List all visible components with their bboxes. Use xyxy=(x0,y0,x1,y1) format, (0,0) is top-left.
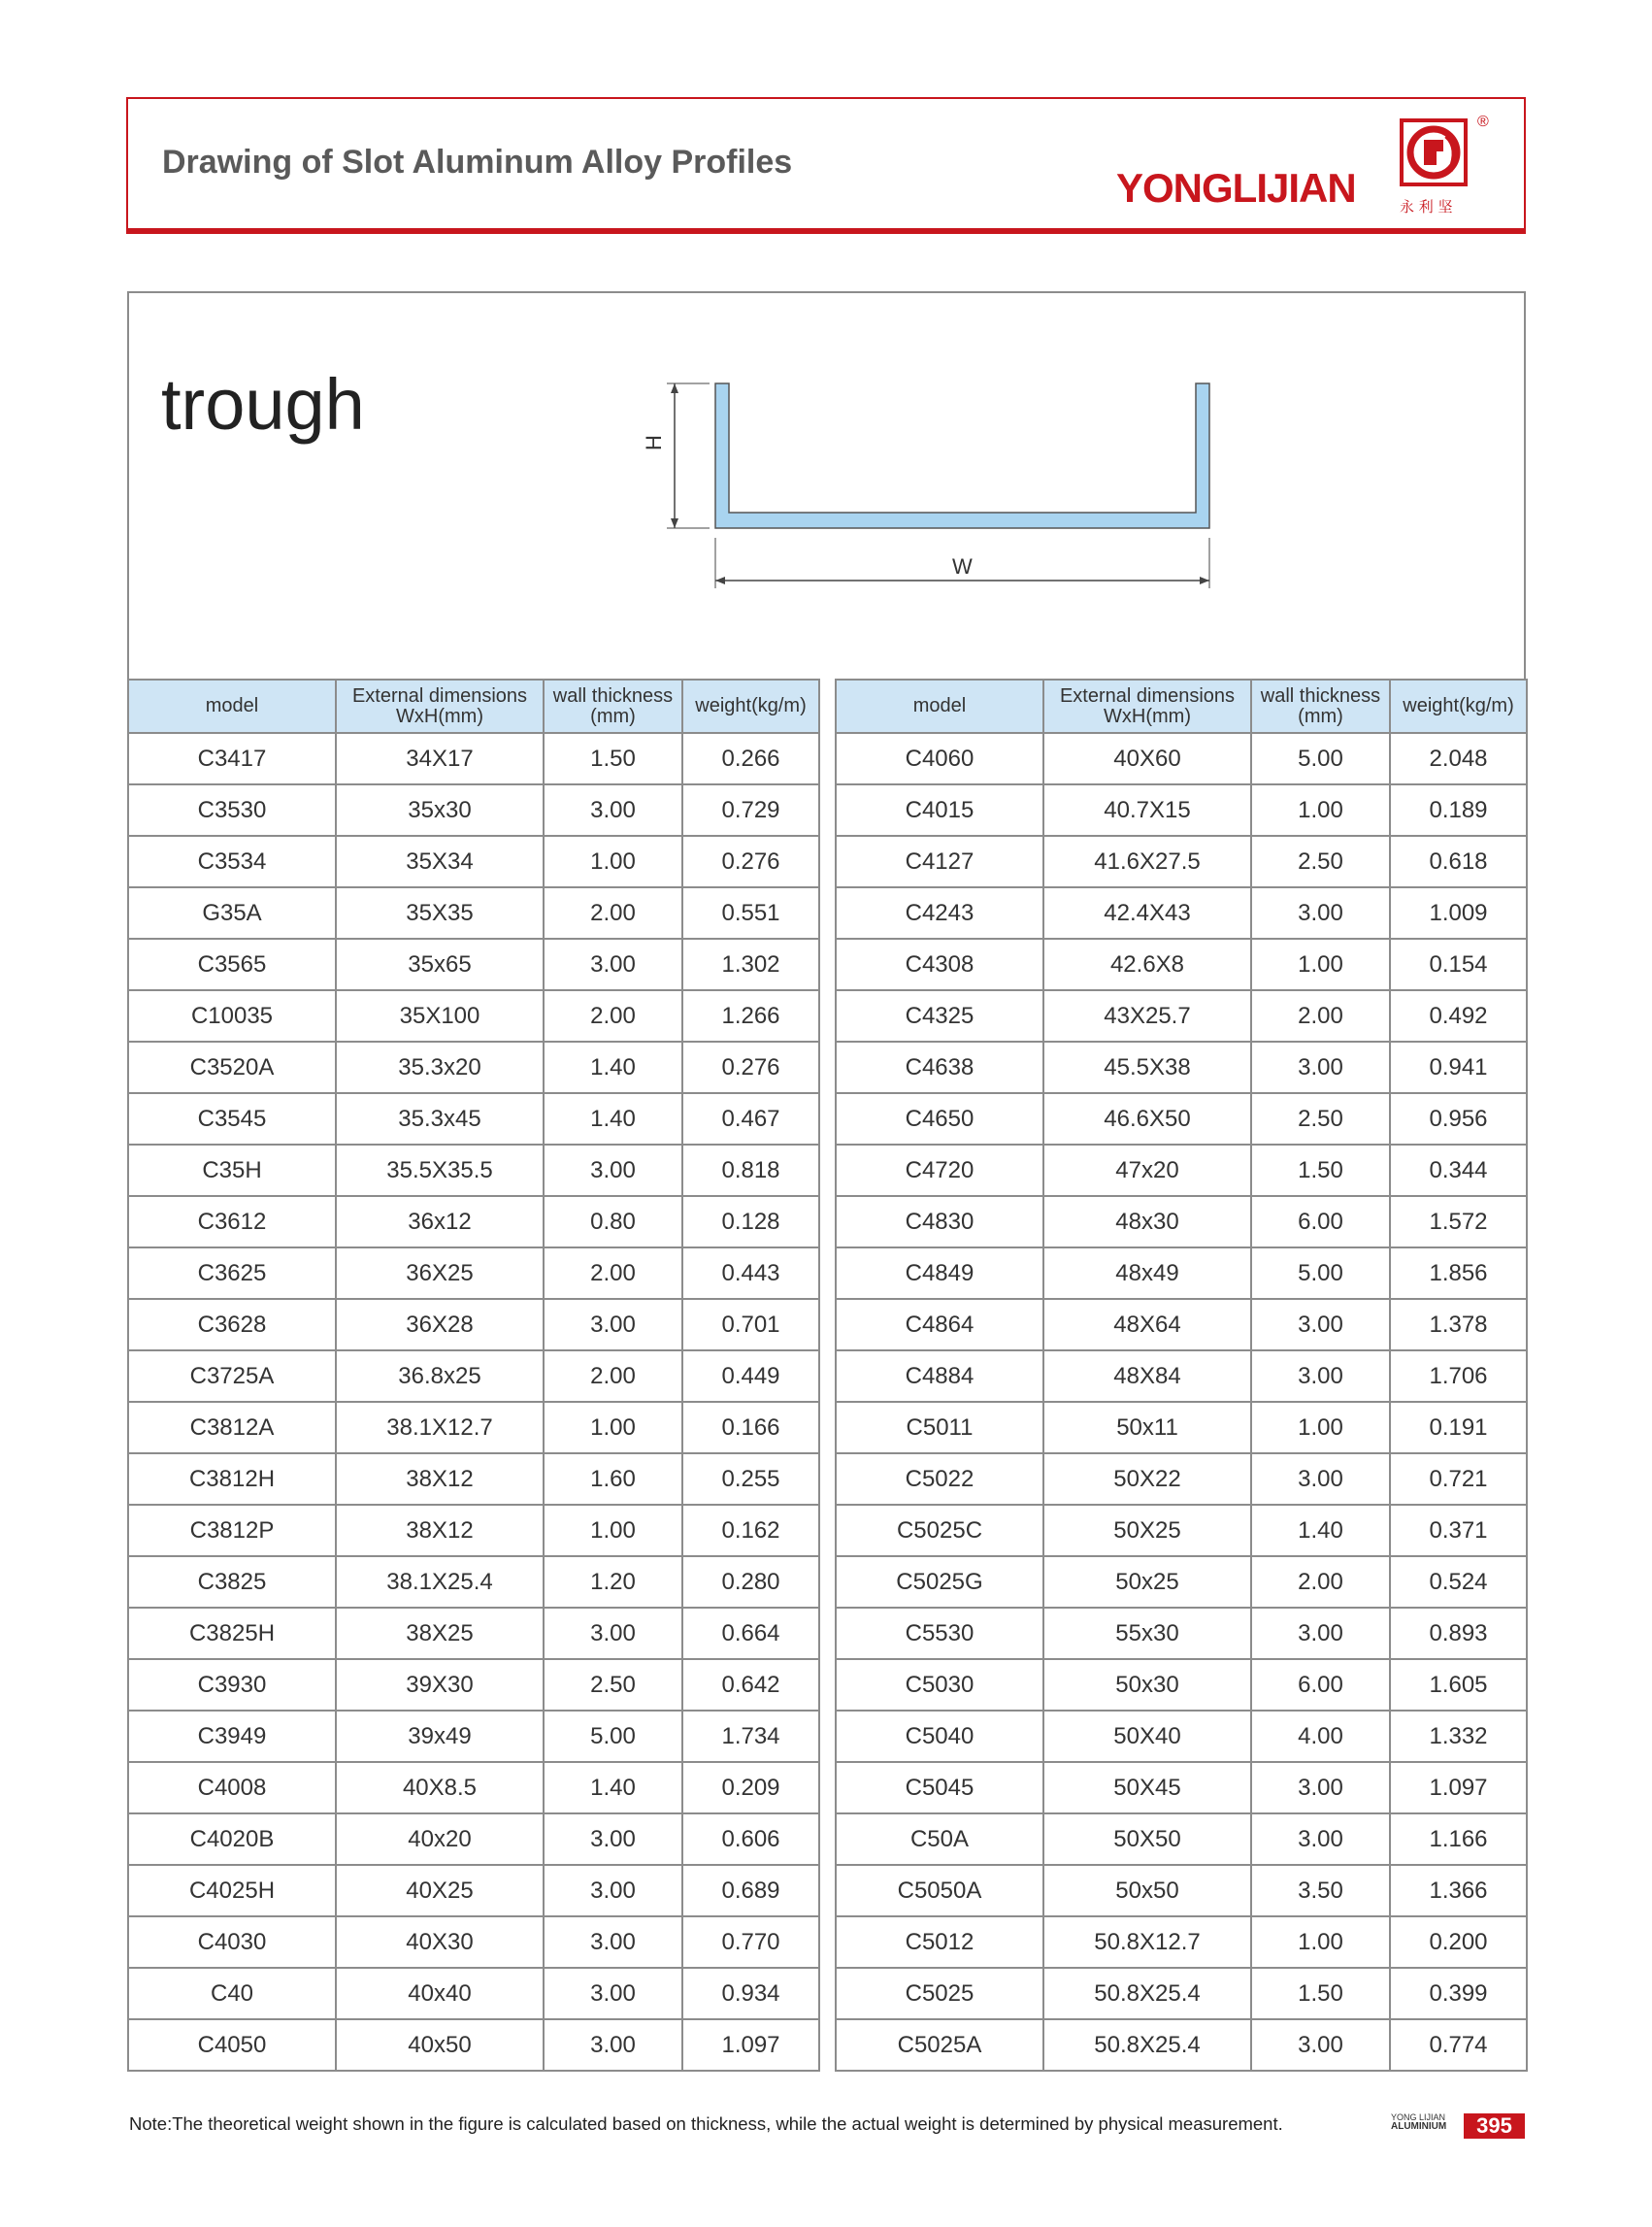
cell-external-dimensions: 35X100 xyxy=(336,990,544,1042)
cell-external-dimensions: 41.6X27.5 xyxy=(1043,836,1251,887)
brand-name: YONGLIJIAN xyxy=(1116,165,1356,211)
cell-wall-thickness: 3.00 xyxy=(1251,2019,1390,2071)
table-row xyxy=(836,1453,1527,1505)
cell-wall-thickness: 1.00 xyxy=(544,1505,682,1556)
cell-external-dimensions: 38.1X25.4 xyxy=(336,1556,544,1608)
cell-wall-thickness: 2.00 xyxy=(544,1350,682,1402)
cell-model: C4127 xyxy=(836,836,1043,887)
cell-wall-thickness: 1.00 xyxy=(544,836,682,887)
cell-external-dimensions: 48X84 xyxy=(1043,1350,1251,1402)
cell-model: C5022 xyxy=(836,1453,1043,1505)
table-row xyxy=(836,1247,1527,1299)
cell-wall-thickness: 5.00 xyxy=(544,1711,682,1762)
table-row xyxy=(128,1556,819,1608)
cell-external-dimensions: 35X35 xyxy=(336,887,544,939)
cell-weight: 0.606 xyxy=(682,1813,819,1865)
cell-wall-thickness: 3.00 xyxy=(1251,1042,1390,1093)
cell-model: C5530 xyxy=(836,1608,1043,1659)
cell-weight: 1.856 xyxy=(1390,1247,1527,1299)
table-row xyxy=(836,1608,1527,1659)
cell-external-dimensions: 36X25 xyxy=(336,1247,544,1299)
cell-weight: 0.200 xyxy=(1390,1916,1527,1968)
table-row xyxy=(128,939,819,990)
cell-model: C4884 xyxy=(836,1350,1043,1402)
cell-weight: 0.266 xyxy=(682,733,819,784)
header-wall-thickness: wall thickness (mm) xyxy=(544,680,682,733)
cell-weight: 0.941 xyxy=(1390,1042,1527,1093)
cell-model: C4025H xyxy=(128,1865,336,1916)
cell-weight: 1.734 xyxy=(682,1711,819,1762)
cell-external-dimensions: 47x20 xyxy=(1043,1145,1251,1196)
registered-mark: ® xyxy=(1477,114,1489,130)
cell-weight: 0.492 xyxy=(1390,990,1527,1042)
cell-wall-thickness: 6.00 xyxy=(1251,1659,1390,1711)
cell-weight: 1.366 xyxy=(1390,1865,1527,1916)
cell-weight: 0.276 xyxy=(682,836,819,887)
cell-weight: 1.097 xyxy=(682,2019,819,2071)
cell-weight: 0.934 xyxy=(682,1968,819,2019)
footer-brand-line1: YONG LIJIAN xyxy=(1391,2112,1446,2122)
cell-wall-thickness: 2.50 xyxy=(1251,1093,1390,1145)
cell-external-dimensions: 50x30 xyxy=(1043,1659,1251,1711)
cell-model: C5012 xyxy=(836,1916,1043,1968)
cell-model: C3530 xyxy=(128,784,336,836)
cell-model: C4015 xyxy=(836,784,1043,836)
cell-model: C3949 xyxy=(128,1711,336,1762)
cell-weight: 0.276 xyxy=(682,1042,819,1093)
cell-wall-thickness: 2.00 xyxy=(1251,990,1390,1042)
table-row xyxy=(836,1145,1527,1196)
table-row xyxy=(836,2019,1527,2071)
table-row xyxy=(128,1247,819,1299)
cell-external-dimensions: 38.1X12.7 xyxy=(336,1402,544,1453)
cell-wall-thickness: 3.00 xyxy=(544,1145,682,1196)
footer-note: Note:The theoretical weight shown in the figure is calculated based on thickness, while the actual weight is determined by physical measurement. xyxy=(129,2113,1283,2134)
cell-weight: 0.774 xyxy=(1390,2019,1527,2071)
cell-wall-thickness: 0.80 xyxy=(544,1196,682,1247)
cell-model: C50A xyxy=(836,1813,1043,1865)
cell-model: C4060 xyxy=(836,733,1043,784)
cell-wall-thickness: 1.00 xyxy=(1251,784,1390,836)
table-row xyxy=(836,1711,1527,1762)
cell-model: C4650 xyxy=(836,1093,1043,1145)
cell-wall-thickness: 3.00 xyxy=(1251,1762,1390,1813)
cell-weight: 1.166 xyxy=(1390,1813,1527,1865)
cell-wall-thickness: 1.50 xyxy=(544,733,682,784)
cell-model: C4008 xyxy=(128,1762,336,1813)
cell-wall-thickness: 3.00 xyxy=(544,939,682,990)
cell-weight: 0.689 xyxy=(682,1865,819,1916)
cell-model: C5040 xyxy=(836,1711,1043,1762)
trough-profile-diagram xyxy=(537,351,1236,662)
cell-weight: 0.818 xyxy=(682,1145,819,1196)
table-row xyxy=(128,1093,819,1145)
cell-external-dimensions: 36.8x25 xyxy=(336,1350,544,1402)
cell-model: C5025A xyxy=(836,2019,1043,2071)
cell-wall-thickness: 1.60 xyxy=(544,1453,682,1505)
cell-wall-thickness: 6.00 xyxy=(1251,1196,1390,1247)
table-row xyxy=(128,1350,819,1402)
table-row xyxy=(836,1968,1527,2019)
cell-model: C35H xyxy=(128,1145,336,1196)
cell-model: C3417 xyxy=(128,733,336,784)
cell-weight: 1.605 xyxy=(1390,1659,1527,1711)
cell-external-dimensions: 38X25 xyxy=(336,1608,544,1659)
cell-model: C40 xyxy=(128,1968,336,2019)
cell-model: C5025 xyxy=(836,1968,1043,2019)
trough-section xyxy=(127,291,1526,680)
cell-weight: 0.642 xyxy=(682,1659,819,1711)
cell-external-dimensions: 46.6X50 xyxy=(1043,1093,1251,1145)
cell-external-dimensions: 40x40 xyxy=(336,1968,544,2019)
table-header-row xyxy=(836,680,1527,733)
table-row xyxy=(836,990,1527,1042)
cell-weight: 0.701 xyxy=(682,1299,819,1350)
cell-external-dimensions: 50X22 xyxy=(1043,1453,1251,1505)
cell-external-dimensions: 40x50 xyxy=(336,2019,544,2071)
cell-model: C4849 xyxy=(836,1247,1043,1299)
cell-model: C5030 xyxy=(836,1659,1043,1711)
cell-model: C4864 xyxy=(836,1299,1043,1350)
table-row xyxy=(836,1402,1527,1453)
cell-model: C5025C xyxy=(836,1505,1043,1556)
table-row xyxy=(836,1042,1527,1093)
cell-model: C5045 xyxy=(836,1762,1043,1813)
cell-wall-thickness: 3.00 xyxy=(544,1608,682,1659)
cell-wall-thickness: 2.50 xyxy=(544,1659,682,1711)
cell-wall-thickness: 3.00 xyxy=(544,1916,682,1968)
cell-wall-thickness: 1.00 xyxy=(1251,1916,1390,1968)
cell-external-dimensions: 35X34 xyxy=(336,836,544,887)
table-row xyxy=(836,1505,1527,1556)
table-row xyxy=(836,887,1527,939)
table-row xyxy=(836,1350,1527,1402)
cell-weight: 0.166 xyxy=(682,1402,819,1453)
cell-wall-thickness: 1.00 xyxy=(1251,1402,1390,1453)
cell-weight: 1.378 xyxy=(1390,1299,1527,1350)
cell-external-dimensions: 35.3x45 xyxy=(336,1093,544,1145)
table-row xyxy=(128,1196,819,1247)
cell-model: C3725A xyxy=(128,1350,336,1402)
table-row xyxy=(836,1916,1527,1968)
yonglijian-logo xyxy=(1390,109,1506,223)
header-wall-thickness: wall thickness (mm) xyxy=(1251,680,1390,733)
cell-wall-thickness: 3.50 xyxy=(1251,1865,1390,1916)
cell-weight: 0.280 xyxy=(682,1556,819,1608)
cell-weight: 1.266 xyxy=(682,990,819,1042)
cell-wall-thickness: 1.50 xyxy=(1251,1968,1390,2019)
section-title: trough xyxy=(161,364,365,445)
cell-external-dimensions: 40X8.5 xyxy=(336,1762,544,1813)
table-row xyxy=(836,1659,1527,1711)
cell-model: C3825H xyxy=(128,1608,336,1659)
cell-weight: 1.572 xyxy=(1390,1196,1527,1247)
cell-model: C4308 xyxy=(836,939,1043,990)
cell-external-dimensions: 50x11 xyxy=(1043,1402,1251,1453)
cell-external-dimensions: 40X25 xyxy=(336,1865,544,1916)
table-row xyxy=(836,784,1527,836)
cell-weight: 2.048 xyxy=(1390,733,1527,784)
cell-weight: 1.706 xyxy=(1390,1350,1527,1402)
cell-model: C4030 xyxy=(128,1916,336,1968)
table-row xyxy=(836,1196,1527,1247)
cell-wall-thickness: 2.00 xyxy=(544,1247,682,1299)
cell-wall-thickness: 3.00 xyxy=(1251,1350,1390,1402)
table-row xyxy=(128,784,819,836)
cell-wall-thickness: 3.00 xyxy=(1251,887,1390,939)
cell-weight: 0.189 xyxy=(1390,784,1527,836)
cell-model: C4020B xyxy=(128,1813,336,1865)
cell-external-dimensions: 36X28 xyxy=(336,1299,544,1350)
table-header-row xyxy=(128,680,819,733)
cell-wall-thickness: 1.00 xyxy=(544,1402,682,1453)
header-weight: weight(kg/m) xyxy=(682,680,819,733)
table-row xyxy=(128,1145,819,1196)
cell-model: C3930 xyxy=(128,1659,336,1711)
cell-model: C5025G xyxy=(836,1556,1043,1608)
cell-weight: 0.729 xyxy=(682,784,819,836)
cell-wall-thickness: 3.00 xyxy=(1251,1813,1390,1865)
cell-model: C4325 xyxy=(836,990,1043,1042)
cell-external-dimensions: 35.3x20 xyxy=(336,1042,544,1093)
cell-model: G35A xyxy=(128,887,336,939)
cell-wall-thickness: 2.00 xyxy=(544,887,682,939)
cell-weight: 1.097 xyxy=(1390,1762,1527,1813)
cell-external-dimensions: 38X12 xyxy=(336,1505,544,1556)
cell-external-dimensions: 34X17 xyxy=(336,733,544,784)
cell-external-dimensions: 50.8X25.4 xyxy=(1043,2019,1251,2071)
cell-external-dimensions: 50X45 xyxy=(1043,1762,1251,1813)
cell-weight: 0.191 xyxy=(1390,1402,1527,1453)
cell-model: C3628 xyxy=(128,1299,336,1350)
cell-weight: 0.209 xyxy=(682,1762,819,1813)
table-row xyxy=(128,1453,819,1505)
cell-weight: 1.302 xyxy=(682,939,819,990)
cell-model: C4050 xyxy=(128,2019,336,2071)
logo-chinese-text: 永 利 坚 xyxy=(1400,198,1453,216)
header-model: model xyxy=(836,680,1043,733)
cell-wall-thickness: 3.00 xyxy=(544,1968,682,2019)
cell-wall-thickness: 1.00 xyxy=(1251,939,1390,990)
trough-profile-shape xyxy=(715,383,1209,528)
table-row xyxy=(836,939,1527,990)
cell-external-dimensions: 35.5X35.5 xyxy=(336,1145,544,1196)
cell-external-dimensions: 50X25 xyxy=(1043,1505,1251,1556)
cell-model: C3534 xyxy=(128,836,336,887)
cell-weight: 0.399 xyxy=(1390,1968,1527,2019)
cell-external-dimensions: 48x30 xyxy=(1043,1196,1251,1247)
table-row xyxy=(128,1865,819,1916)
cell-weight: 0.443 xyxy=(682,1247,819,1299)
table-row xyxy=(128,990,819,1042)
cell-external-dimensions: 55x30 xyxy=(1043,1608,1251,1659)
table-row xyxy=(836,1813,1527,1865)
cell-weight: 0.162 xyxy=(682,1505,819,1556)
table-row xyxy=(128,887,819,939)
table-row xyxy=(128,1711,819,1762)
spec-table-right xyxy=(835,679,1528,2072)
header-model: model xyxy=(128,680,336,733)
cell-model: C5011 xyxy=(836,1402,1043,1453)
cell-wall-thickness: 3.00 xyxy=(1251,1453,1390,1505)
cell-wall-thickness: 3.00 xyxy=(544,784,682,836)
cell-model: C10035 xyxy=(128,990,336,1042)
footer-brand xyxy=(1391,2112,1446,2132)
cell-external-dimensions: 35x30 xyxy=(336,784,544,836)
page-number: 395 xyxy=(1464,2113,1525,2139)
table-row xyxy=(836,1299,1527,1350)
cell-external-dimensions: 50.8X25.4 xyxy=(1043,1968,1251,2019)
cell-model: C3545 xyxy=(128,1093,336,1145)
cell-wall-thickness: 3.00 xyxy=(1251,1299,1390,1350)
cell-wall-thickness: 1.40 xyxy=(544,1042,682,1093)
table-row xyxy=(836,1762,1527,1813)
header-weight: weight(kg/m) xyxy=(1390,680,1527,733)
table-row xyxy=(128,1402,819,1453)
table-row xyxy=(128,1042,819,1093)
cell-weight: 0.721 xyxy=(1390,1453,1527,1505)
cell-wall-thickness: 3.00 xyxy=(1251,1608,1390,1659)
cell-external-dimensions: 45.5X38 xyxy=(1043,1042,1251,1093)
cell-weight: 0.255 xyxy=(682,1453,819,1505)
table-row xyxy=(836,1093,1527,1145)
cell-external-dimensions: 40.7X15 xyxy=(1043,784,1251,836)
cell-weight: 0.128 xyxy=(682,1196,819,1247)
cell-external-dimensions: 36x12 xyxy=(336,1196,544,1247)
table-row xyxy=(128,733,819,784)
cell-model: C4830 xyxy=(836,1196,1043,1247)
cell-external-dimensions: 39x49 xyxy=(336,1711,544,1762)
header-banner xyxy=(126,97,1526,234)
cell-wall-thickness: 1.40 xyxy=(544,1762,682,1813)
header-external-dimensions: External dimensions WxH(mm) xyxy=(336,680,544,733)
table-row xyxy=(128,1505,819,1556)
cell-weight: 1.332 xyxy=(1390,1711,1527,1762)
cell-weight: 0.893 xyxy=(1390,1608,1527,1659)
width-label: W xyxy=(952,554,973,579)
cell-wall-thickness: 3.00 xyxy=(544,1813,682,1865)
table-row xyxy=(128,1299,819,1350)
cell-wall-thickness: 5.00 xyxy=(1251,1247,1390,1299)
cell-external-dimensions: 50.8X12.7 xyxy=(1043,1916,1251,1968)
cell-model: C3825 xyxy=(128,1556,336,1608)
cell-weight: 0.524 xyxy=(1390,1556,1527,1608)
cell-model: C4720 xyxy=(836,1145,1043,1196)
cell-wall-thickness: 3.00 xyxy=(544,1865,682,1916)
cell-wall-thickness: 3.00 xyxy=(544,1299,682,1350)
cell-external-dimensions: 42.6X8 xyxy=(1043,939,1251,990)
cell-wall-thickness: 1.50 xyxy=(1251,1145,1390,1196)
cell-wall-thickness: 1.20 xyxy=(544,1556,682,1608)
table-row xyxy=(836,1865,1527,1916)
cell-model: C3812P xyxy=(128,1505,336,1556)
cell-external-dimensions: 50X50 xyxy=(1043,1813,1251,1865)
header-external-dimensions: External dimensions WxH(mm) xyxy=(1043,680,1251,733)
table-row xyxy=(836,836,1527,887)
cell-model: C4243 xyxy=(836,887,1043,939)
cell-external-dimensions: 48x49 xyxy=(1043,1247,1251,1299)
cell-model: C3625 xyxy=(128,1247,336,1299)
table-row xyxy=(128,1916,819,1968)
cell-model: C4638 xyxy=(836,1042,1043,1093)
cell-wall-thickness: 4.00 xyxy=(1251,1711,1390,1762)
cell-weight: 0.956 xyxy=(1390,1093,1527,1145)
cell-weight: 0.664 xyxy=(682,1608,819,1659)
cell-wall-thickness: 2.50 xyxy=(1251,836,1390,887)
cell-external-dimensions: 40X30 xyxy=(336,1916,544,1968)
cell-wall-thickness: 3.00 xyxy=(544,2019,682,2071)
cell-external-dimensions: 38X12 xyxy=(336,1453,544,1505)
cell-weight: 0.551 xyxy=(682,887,819,939)
cell-model: C3520A xyxy=(128,1042,336,1093)
table-row xyxy=(128,1762,819,1813)
cell-model: C3812H xyxy=(128,1453,336,1505)
cell-weight: 0.344 xyxy=(1390,1145,1527,1196)
cell-model: C3565 xyxy=(128,939,336,990)
cell-external-dimensions: 50X40 xyxy=(1043,1711,1251,1762)
cell-weight: 0.467 xyxy=(682,1093,819,1145)
cell-wall-thickness: 1.40 xyxy=(544,1093,682,1145)
cell-weight: 1.009 xyxy=(1390,887,1527,939)
table-row xyxy=(128,836,819,887)
cell-external-dimensions: 43X25.7 xyxy=(1043,990,1251,1042)
cell-external-dimensions: 48X64 xyxy=(1043,1299,1251,1350)
cell-weight: 0.154 xyxy=(1390,939,1527,990)
table-row xyxy=(836,733,1527,784)
table-row xyxy=(128,1608,819,1659)
cell-external-dimensions: 40X60 xyxy=(1043,733,1251,784)
cell-external-dimensions: 42.4X43 xyxy=(1043,887,1251,939)
footer-brand-line2: ALUMINIUM xyxy=(1391,2121,1447,2132)
table-row xyxy=(128,1968,819,2019)
cell-wall-thickness: 2.00 xyxy=(544,990,682,1042)
cell-weight: 0.618 xyxy=(1390,836,1527,887)
cell-external-dimensions: 40x20 xyxy=(336,1813,544,1865)
table-row xyxy=(128,1659,819,1711)
table-row xyxy=(128,1813,819,1865)
cell-external-dimensions: 50x25 xyxy=(1043,1556,1251,1608)
cell-wall-thickness: 2.00 xyxy=(1251,1556,1390,1608)
cell-weight: 0.770 xyxy=(682,1916,819,1968)
table-row xyxy=(836,1556,1527,1608)
height-label: H xyxy=(642,435,666,450)
cell-wall-thickness: 1.40 xyxy=(1251,1505,1390,1556)
cell-external-dimensions: 39X30 xyxy=(336,1659,544,1711)
cell-weight: 0.449 xyxy=(682,1350,819,1402)
cell-external-dimensions: 35x65 xyxy=(336,939,544,990)
cell-weight: 0.371 xyxy=(1390,1505,1527,1556)
cell-wall-thickness: 5.00 xyxy=(1251,733,1390,784)
spec-table-left xyxy=(127,679,820,2072)
cell-model: C3812A xyxy=(128,1402,336,1453)
document-title: Drawing of Slot Aluminum Alloy Profiles xyxy=(162,144,793,181)
cell-external-dimensions: 50x50 xyxy=(1043,1865,1251,1916)
table-row xyxy=(128,2019,819,2071)
cell-model: C5050A xyxy=(836,1865,1043,1916)
cell-model: C3612 xyxy=(128,1196,336,1247)
